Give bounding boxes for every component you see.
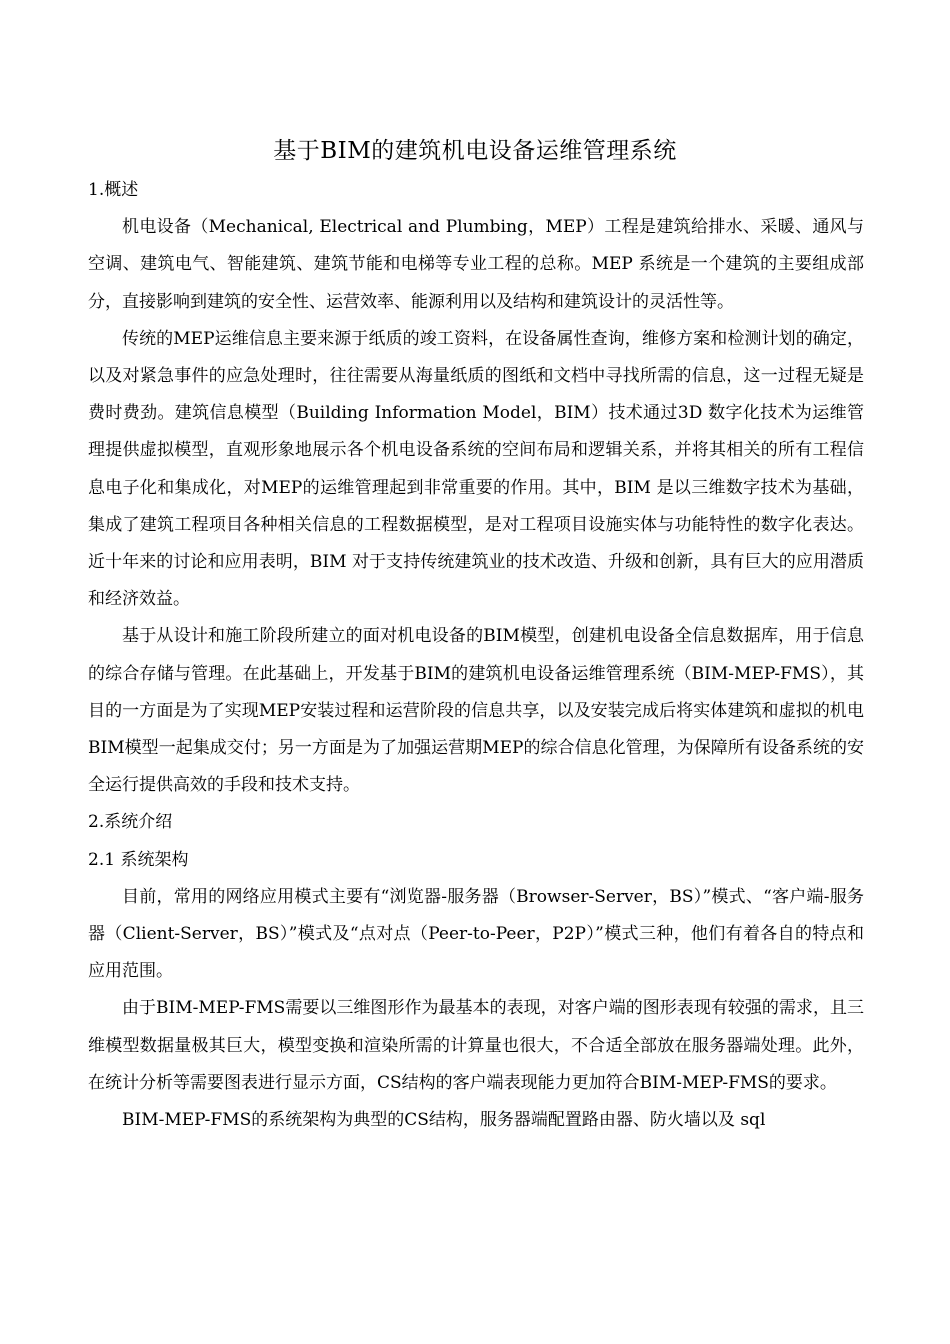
paragraph-network-modes: 目前，常用的网络应用模式主要有“浏览器-服务器（Browser-Server，BS）”模式、“客户端-服务器（Client-Server，BS）”模式及“点对点（Peer-to-Peer，P2P）”模式三种，他们有着各自的特点和应用范围。 bbox=[88, 886, 864, 982]
paragraph-architecture: BIM-MEP-FMS的系统架构为典型的CS结构，服务器端配置路由器、防火墙以及 sql bbox=[122, 1110, 766, 1131]
document-body bbox=[88, 172, 864, 1139]
paragraph-mep-definition: 机电设备（Mechanical, Electrical and Plumbing，MEP）工程是建筑给排水、采暖、通风与空调、建筑电气、智能建筑、建筑节能和电梯等专业工程的总称。MEP 系统是一个建筑的主要组成部分，直接影响到建筑的安全性、运营效率、能源利用以及结构和建筑设计的灵活性等。 bbox=[88, 217, 864, 312]
document-title: 基于BIM的建筑机电设备运维管理系统 bbox=[273, 138, 677, 164]
section-1-heading: 1.概述 bbox=[88, 180, 139, 200]
paragraph-bim-mep-fms: 基于从设计和施工阶段所建立的面对机电设备的BIM模型，创建机电设备全信息数据库，用于信息的综合存储与管理。在此基础上，开发基于BIM的建筑机电设备运维管理系统（BIM-MEP-FMS），其目的一方面是为了实现MEP安装过程和运营阶段的信息共享，以及安装完成后将实体建筑和虚拟的机电BIM模型一起集成交付；另一方面是为了加强运营期MEP的综合信息化管理，为保障所有设备系统的安全运行提供高效的手段和技术支持。 bbox=[88, 626, 864, 796]
section-2-1-heading: 2.1 系统架构 bbox=[88, 849, 189, 870]
paragraph-cs-rationale: 由于BIM-MEP-FMS需要以三维图形作为最基本的表现，对客户端的图形表现有较强的需求，且三维模型数据量极其巨大，模型变换和渲染所需的计算量也很大，不合适全部放在服务器端处理。此外，在统计分析等需要图表进行显示方面，CS结构的客户端表现能力更加符合BIM-MEP-FMS的要求。 bbox=[88, 998, 864, 1093]
section-2-heading: 2.系统介绍 bbox=[88, 812, 173, 833]
paragraph-traditional-mep: 传统的MEP运维信息主要来源于纸质的竣工资料，在设备属性查询，维修方案和检测计划的确定，以及对紧急事件的应急处理时，往往需要从海量纸质的图纸和文档中寻找所需的信息，这一过程无疑是费时费劲。建筑信息模型（Building Information Model，BIM）技术通过3D 数字化技术为运维管理提供虚拟模型，直观形象地展示各个机电设备系统的空间布局和逻辑关系，并将其相关的所有工程信息电子化和集成化，对MEP的运维管理起到非常重要的作用。其中，BIM 是以三维数字技术为基础，集成了建筑工程项目各种相关信息的工程数据模型，是对工程项目设施实体与功能特性的数字化表达。近十年来的讨论和应用表明，BIM 对于支持传统建筑业的技术改造、升级和创新，具有巨大的应用潜质和经济效益。 bbox=[88, 328, 864, 610]
